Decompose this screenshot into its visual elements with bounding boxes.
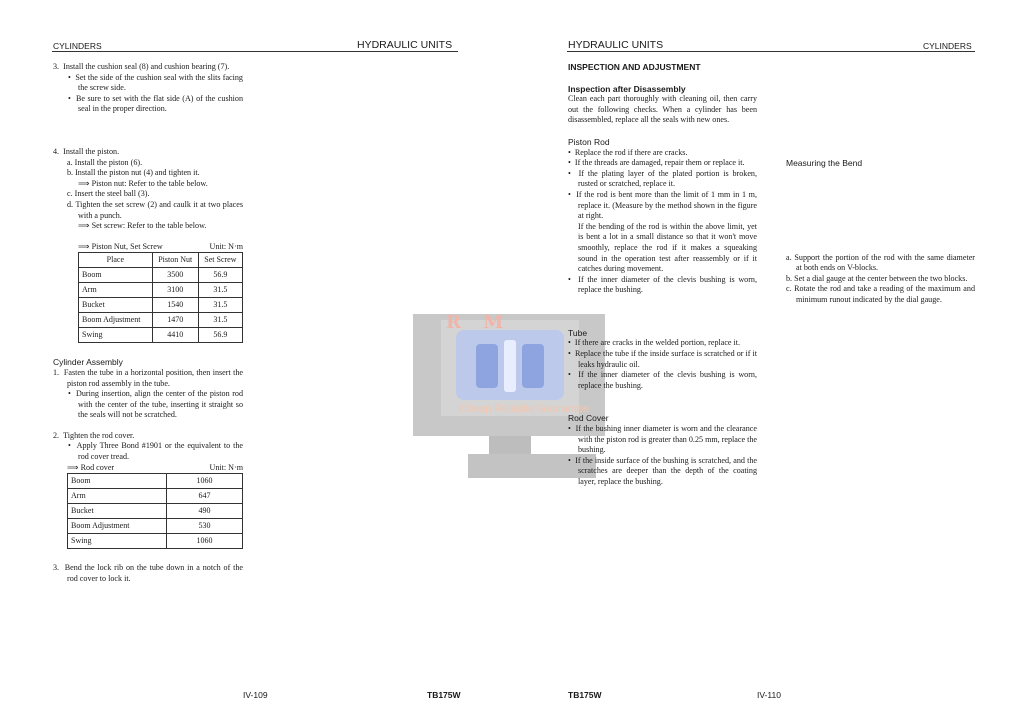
table-cell: Boom Adjustment: [79, 313, 153, 328]
list-item: • If the inside surface of the bushing is scratched, and the scratches are deeper than the depth of the coating layer, replace the bushing.: [568, 455, 757, 486]
table-row: [79, 328, 243, 343]
list-item: • If the inner diameter of the clevis bushing is worn, replace the bushing.: [568, 370, 757, 390]
table-cell: 31.5: [198, 313, 242, 328]
step-3: 3. Install the cushion seal (8) and cushion bearing (7).: [53, 62, 230, 71]
table-cell: 4410: [152, 328, 198, 343]
right-column-main: [568, 62, 757, 488]
watermark-monitor-stand: [489, 436, 531, 454]
subsection-title: Inspection after Disassembly: [568, 83, 686, 94]
table-cell: 1470: [152, 313, 198, 328]
right-model-code: TB175W: [568, 690, 602, 700]
table-cell: 1540: [152, 298, 198, 313]
torque-table-piston: [78, 252, 243, 343]
list-item: • If there are cracks in the welded portion, replace it.: [568, 338, 741, 348]
step-4b: b. Install the piston nut (4) and tighten it.: [67, 168, 200, 178]
table-row: [68, 474, 243, 489]
right-column-bend: [786, 158, 975, 306]
list-item: • If the bushing inner diameter is worn and the clearance with the piston rod is greater than 0.25 mm, replace the bushing.: [568, 424, 757, 455]
table-row: [79, 313, 243, 328]
right-header-section: CYLINDERS: [923, 41, 972, 51]
left-header-title: HYDRAULIC UNITS: [357, 39, 453, 51]
table-cell: Boom Adjustment: [68, 519, 167, 534]
watermark-tagline: Cheap Reliable Guarantee: [459, 403, 590, 415]
left-column: [53, 62, 243, 584]
watermark-logo-text: R M: [446, 312, 512, 333]
watermark-wrench-icon: [470, 336, 550, 396]
step-4b-ref: ⟹ Piston nut: Refer to the table below.: [78, 178, 208, 188]
assembly-step-2: 2. Tighten the rod cover.: [53, 430, 135, 440]
table-cell: Arm: [79, 283, 153, 298]
bend-step-c: c. Rotate the rod and take a reading of the maximum and minimum runout indicated by the dial gauge.: [786, 284, 975, 304]
table-row: [79, 283, 243, 298]
measuring-bend-title: Measuring the Bend: [786, 158, 863, 168]
list-item: • If the plating layer of the plated portion is broken, rusted or scratched, replace it.: [568, 168, 757, 189]
table-cell: Boom: [68, 474, 167, 489]
list-item-continuation: If the bending of the rod is within the above limit, yet is bent a lot in a small distance so that it won't move smoothly, replace the rod if it makes a squeaking sound in the operation test after reassembly or if it catches during movement.: [578, 221, 757, 274]
table-cell: Swing: [68, 534, 167, 549]
table-cell: 3500: [152, 268, 198, 283]
wrench-icon: ⟹: [78, 178, 90, 188]
table-cell: 1060: [167, 474, 243, 489]
bend-step-a: a. Support the portion of the rod with the same diameter at both ends on V-blocks.: [786, 252, 975, 273]
table-cell: Boom: [79, 268, 153, 283]
table-cell: 490: [167, 504, 243, 519]
table-cell: 3100: [152, 283, 198, 298]
bend-step-b: b. Set a dial gauge at the center between the two blocks.: [786, 273, 968, 283]
left-header-section: CYLINDERS: [53, 41, 102, 51]
list-item: • If the inner diameter of the clevis bushing is worn, replace the bushing.: [568, 274, 757, 295]
section-title: INSPECTION AND ADJUSTMENT: [568, 62, 701, 72]
table-row: [68, 519, 243, 534]
step-4: 4. Install the piston.: [53, 146, 120, 156]
wrench-icon: ⟹: [67, 462, 79, 472]
assembly-title: Cylinder Assembly: [53, 357, 123, 368]
table-header-row: [79, 253, 243, 268]
step-3-bullet: • Be sure to set with the flat side (A) of the cushion seal in the proper direction.: [68, 93, 243, 114]
step-4d: d. Tighten the set screw (2) and caulk it at two places with a punch.: [67, 199, 243, 220]
piston-rod-title: Piston Rod: [568, 136, 610, 147]
left-model-code: TB175W: [427, 690, 461, 700]
table-cell: 31.5: [198, 283, 242, 298]
right-page-number: IV-110: [757, 690, 781, 700]
left-page-number: IV-109: [243, 690, 268, 700]
step-4c: c. Insert the steel ball (3).: [67, 189, 150, 199]
list-item: • Replace the tube if the inside surface is scratched or if it leaks hydraulic oil.: [568, 349, 757, 369]
table-cell: Bucket: [79, 298, 153, 313]
table-cell: 56.9: [198, 268, 242, 283]
table-row: [79, 268, 243, 283]
assembly-step-1: 1. Fasten the tube in a horizontal position, then insert the piston rod assembly in the tube.: [53, 367, 244, 388]
table-header: Place: [79, 253, 153, 268]
table1-caption: ⟹ Piston Nut, Set Screw Unit: N·m: [78, 241, 243, 251]
rod-cover-title: Rod Cover: [568, 413, 609, 424]
table-header: Piston Nut: [152, 253, 198, 268]
tube-title: Tube: [568, 327, 588, 338]
assembly-step-1-bullet: • During insertion, align the center of the piston rod with the center of the tube, inserting it straight so the seals will not be scratched.: [68, 389, 243, 420]
list-item: • If the threads are damaged, repair them or replace it.: [568, 158, 745, 168]
table-cell: 56.9: [198, 328, 242, 343]
torque-table-rod-cover: [67, 473, 243, 549]
step-3-bullet: • Set the side of the cushion seal with the slits facing the screw side.: [68, 72, 243, 93]
table-row: [68, 534, 243, 549]
table-cell: Bucket: [68, 504, 167, 519]
table-cell: 31.5: [198, 298, 242, 313]
table-row: [79, 298, 243, 313]
table-row: [68, 504, 243, 519]
intro-paragraph: Clean each part thoroughly with cleaning oil, then carry out the following checks. When a cylinder has been disassembled, replace all the seals with new ones.: [568, 94, 757, 125]
list-item: • Replace the rod if there are cracks.: [568, 147, 688, 157]
table-row: [68, 489, 243, 504]
table-cell: Swing: [79, 328, 153, 343]
wrench-icon: ⟹: [78, 241, 90, 251]
step-4a: a. Install the piston (6).: [67, 157, 143, 167]
assembly-step-2-bullet: • Apply Three Bond #1901 or the equivalent to the rod cover tread.: [68, 441, 243, 462]
table-cell: 647: [167, 489, 243, 504]
list-item: • If the rod is bent more than the limit of 1 mm in 1 m, replace it. (Measure by the method shown in the figure at right.: [568, 189, 758, 221]
step-4d-ref: ⟹ Set screw: Refer to the table below.: [78, 221, 207, 231]
table-header: Set Screw: [198, 253, 242, 268]
right-header-title: HYDRAULIC UNITS: [568, 39, 664, 51]
left-header-rule: [52, 51, 458, 52]
final-step: 3. Bend the lock rib on the tube down in a notch of the rod cover to lock it.: [53, 563, 244, 583]
table2-caption: ⟹ Rod cover Unit: N·m: [67, 462, 243, 472]
wrench-icon: ⟹: [78, 221, 90, 231]
table-cell: Arm: [68, 489, 167, 504]
table-cell: 530: [167, 519, 243, 534]
right-header-rule: [567, 51, 975, 52]
table-cell: 1060: [167, 534, 243, 549]
